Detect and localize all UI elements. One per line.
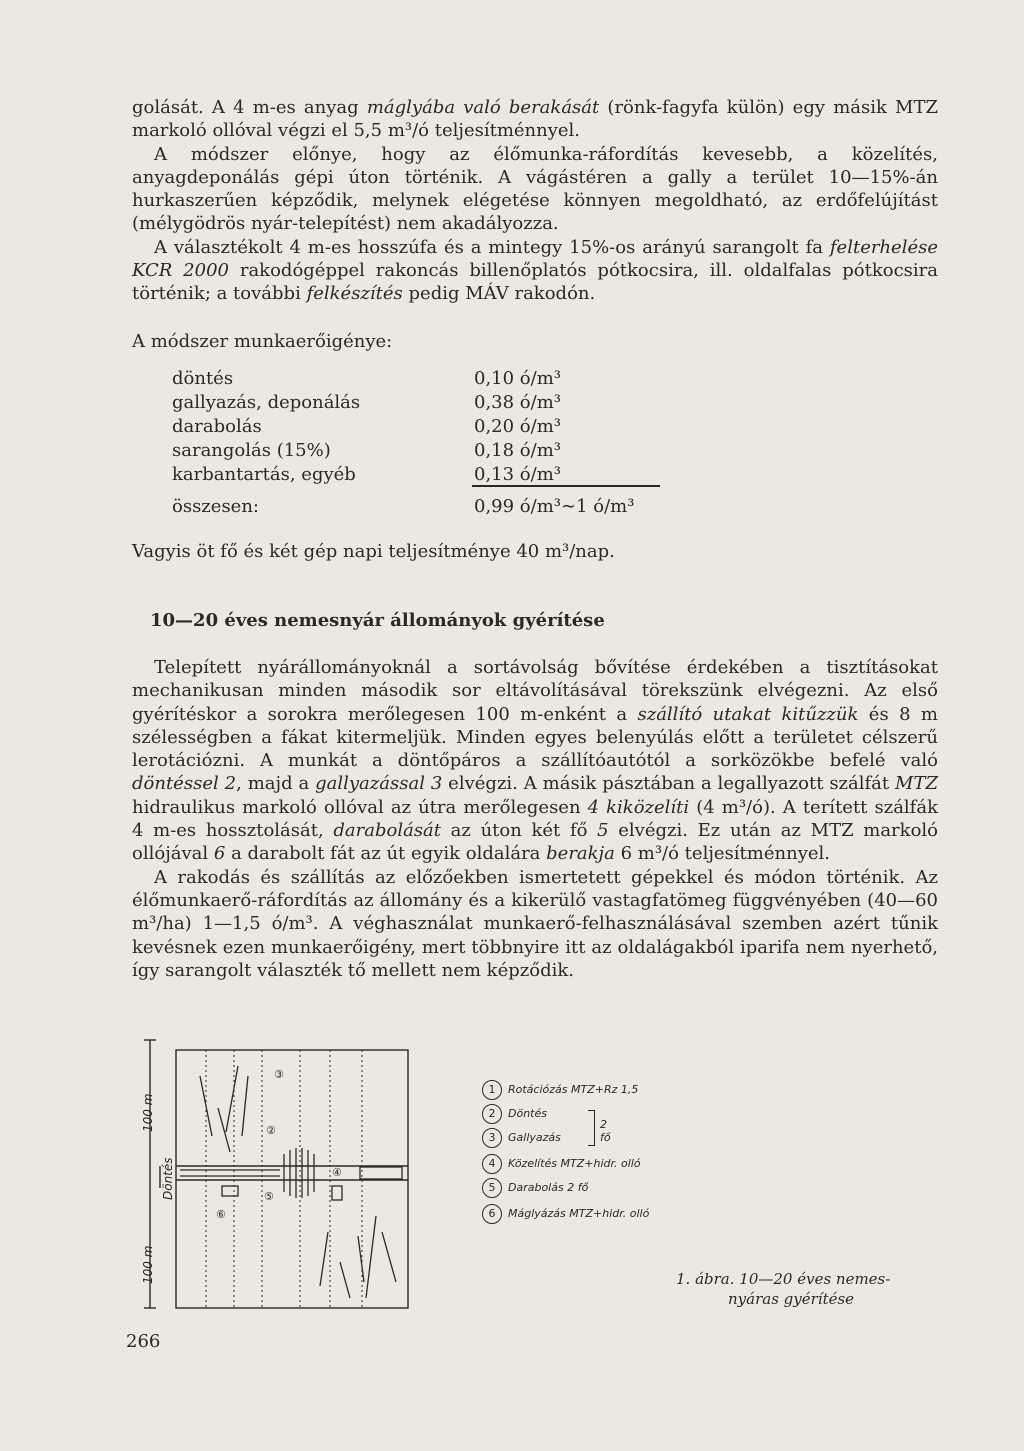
felled-tree — [340, 1262, 350, 1298]
intro-text — [132, 96, 938, 306]
marker-label: ② — [266, 1124, 276, 1137]
tractor — [332, 1186, 342, 1200]
section-text — [132, 656, 938, 982]
sum-divider — [472, 485, 660, 487]
labor-summary: Vagyis öt fő és két gép napi teljesítménye 40 m³/nap. — [132, 541, 615, 562]
intro-paragraph-3: A választékolt 4 m-es hosszúfa és a mintegy 15%-os arányú sarangolt fa felterhelése KCR 2000 rakodógéppel rakoncás billenőplatós pótkocsira, ill. oldalfalas pótkocsira történik; a további felkészítés pedig MÁV rakodón. — [132, 236, 938, 305]
legend-brace — [588, 1110, 595, 1146]
felled-tree — [242, 1076, 248, 1136]
brace-label: 2 fő — [600, 1118, 611, 1144]
felled-tree — [358, 1236, 364, 1282]
legend-item: 1 Rotációzás MTZ+Rz 1,5 — [482, 1080, 638, 1102]
figure-caption: 1. ábra. 10—20 éves nemes- nyáras gyérítése — [676, 1270, 891, 1308]
felled-tree — [366, 1216, 376, 1298]
felled-tree — [226, 1066, 238, 1132]
section-heading: 10—20 éves nemesnyár állományok gyérítése — [150, 610, 605, 631]
intro-paragraph-1: golását. A 4 m-es anyag máglyába való berakását (rönk-fagyfa külön) egy másik MTZ markoló ollóval végzi el 5,5 m³/ó teljesítménnyel. — [132, 97, 938, 142]
legend-item: 2 Döntés — [482, 1104, 547, 1126]
section-paragraph-1: Telepített nyárállományoknál a sortávolság bővítése érdekében a tisztításokat mechanikusan minden második sor eltávolításával törekszünk elvégezni. Az első gyérítéskor a sorokra merőlegesen 100 m-enként a szállító utakat kitűzzük és 8 m szélességben a fákat kitermeljük. Minden egyes belenyúlás előtt a területet célszerű lerotációzni. A munkát a döntőpáros a szállítóautótól a sorközökbe befelé való döntéssel 2, majd a gallyazással 3 elvégzi. A másik pásztában a legallyazott szálfát MTZ hidraulikus markoló ollóval az útra merőlegesen 4 kiközelíti (4 m³/ó). A terített szálfák 4 m-es hossztolását, darabolását az úton két fő 5 elvégzi. Ez után az MTZ markoló ollójával 6 a darabolt fát az út egyik oldalára berakja 6 m³/ó teljesítménnyel. — [132, 657, 939, 865]
document-page: golását. A 4 m-es anyag máglyába való berakását (rönk-fagyfa külön) egy másik MTZ markoló ollóval végzi el 5,5 m³/ó teljesítménnyel. A módszer előnye, hogy az élőmunka-ráfordítás kevesebb, a közelítés, anyagdeponálás gépi úton történik. A vágástéren a gally a terület 10—15%-án hurkaszerűen képződik, melynek elégetése könnyen megoldható, az erdőfelújítást (mélygödrös nyár-telepítést) nem akadályozza. A választékolt 4 m-es hosszúfa és a mintegy 15%-os arányú sarangolt fa felterhelése KCR 2000 rakodógéppel rakoncás billenőplatós pótkocsira, ill. oldalfalas pótkocsira történik; a további felkészítés pedig MÁV rakodón. A módszer munkaerőigénye: döntés 0,10 ó/m³ gallyazás, deponálás 0,38 ó/m³ darabolás 0,20 ó/m³ sarangolás (15%) 0,18 ó/m³ karbantartás, egyéb 0,13 ó/m³ összesen: 0,99 ó/m³∼1 ó/m³ Vagyis öt fő és két gép napi teljesítménye 40 m³/nap. 10—20 éves nemesnyár állományok gyérítése Telepített nyárállományoknál a sortávolság bővítése érdekében a tisztításokat mechanikusan minden második sor eltávolításával törekszünk elvégezni. Az első gyérítéskor a sorokra merőlegesen 100 m-enként a szállító utakat kitűzzük és 8 m szélességben a fákat kitermeljük. Minden egyes belenyúlás előtt a területet célszerű lerotációzni. A munkát a döntőpáros a szállítóautótól a sorközökbe befelé való döntéssel 2, majd a gallyazással 3 elvégzi. A másik pásztában a legallyazott szálfát MTZ hidraulikus markoló ollóval az útra merőlegesen 4 kiközelíti (4 m³/ó). A terített szálfák 4 m-es hossztolását, darabolását az úton két fő 5 elvégzi. Ez után az MTZ markoló ollójával 6 a darabolt fát az út egyik oldalára berakja 6 m³/ó teljesítménnyel. A rakodás és szállítás az előzőekben ismertetett gépekkel és módon történik. Az élőmunkaerő-ráfordítás az állomány és a kikerülő vastagfatömeg függvényében (40—60 m³/ha) 1—1,5 ó/m³. A véghasználat munkaerő-felhasználásával szemben azért tűnik kevésnek ezen munkaerőigény, mert többnyire itt az oldalágakból iparifa nem nyerhető, így sarangolt választék tő mellett nem képződik. ③ ② ④ ⑤ ⑥ 100 m 100 m Döntés 1 Rotációzás MTZ+Rz 1,5 2 Döntés 3 Gallyazás 4 Közelítés MTZ+hidr. olló 5 Darabolás 2 fő 6 Máglyázás MTZ+hidr. olló 2 fő 1. ábra. 10—20 éves nemes- nyáras gyérítése 266 — [126, 97, 939, 1352]
marker-label: ⑥ — [216, 1208, 226, 1221]
dimension-label-top: 100 m — [141, 1093, 155, 1132]
legend-item: 6 Máglyázás MTZ+hidr. olló — [482, 1204, 649, 1226]
marker-label: ⑤ — [264, 1190, 274, 1203]
truck — [360, 1167, 402, 1179]
marker-label: ③ — [274, 1068, 284, 1081]
vehicle — [222, 1186, 238, 1196]
page-number: 266 — [126, 1331, 161, 1352]
felling-strip-label: Döntés — [161, 1157, 175, 1200]
felled-tree — [320, 1232, 328, 1286]
thinning-diagram — [130, 1036, 420, 1316]
marker-label: ④ — [332, 1166, 342, 1179]
legend-item: 4 Közelítés MTZ+hidr. olló — [482, 1154, 641, 1176]
figure-diagram — [130, 1036, 420, 1320]
section-paragraph-2: A rakodás és szállítás az előzőekben ismertetett gépekkel és módon történik. Az élőmunkaerő-ráfordítás az állomány és a kikerülő vastagfatömeg függvényében (40—60 m³/ha) 1—1,5 ó/m³. A véghasználat munkaerő-felhasználásával szemben azért tűnik kevésnek ezen munkaerőigény, mert többnyire itt az oldalágakból iparifa nem nyerhető, így sarangolt választék tő mellett nem képződik. — [132, 866, 938, 981]
felled-tree — [218, 1108, 230, 1152]
intro-paragraph-2: A módszer előnye, hogy az élőmunka-ráfordítás kevesebb, a közelítés, anyagdeponálás gépi úton történik. A vágástéren a gally a terület 10—15%-án hurkaszerűen képződik, melynek elégetése könnyen megoldható, az erdőfelújítást (mélygödrös nyár-telepítést) nem akadályozza. — [132, 143, 938, 235]
dimension-label-bottom: 100 m — [141, 1245, 155, 1284]
felled-tree — [382, 1232, 396, 1282]
legend-item: 3 Gallyazás — [482, 1128, 561, 1150]
legend-item: 5 Darabolás 2 fő — [482, 1178, 588, 1200]
labor-title: A módszer munkaerőigénye: — [132, 331, 393, 352]
